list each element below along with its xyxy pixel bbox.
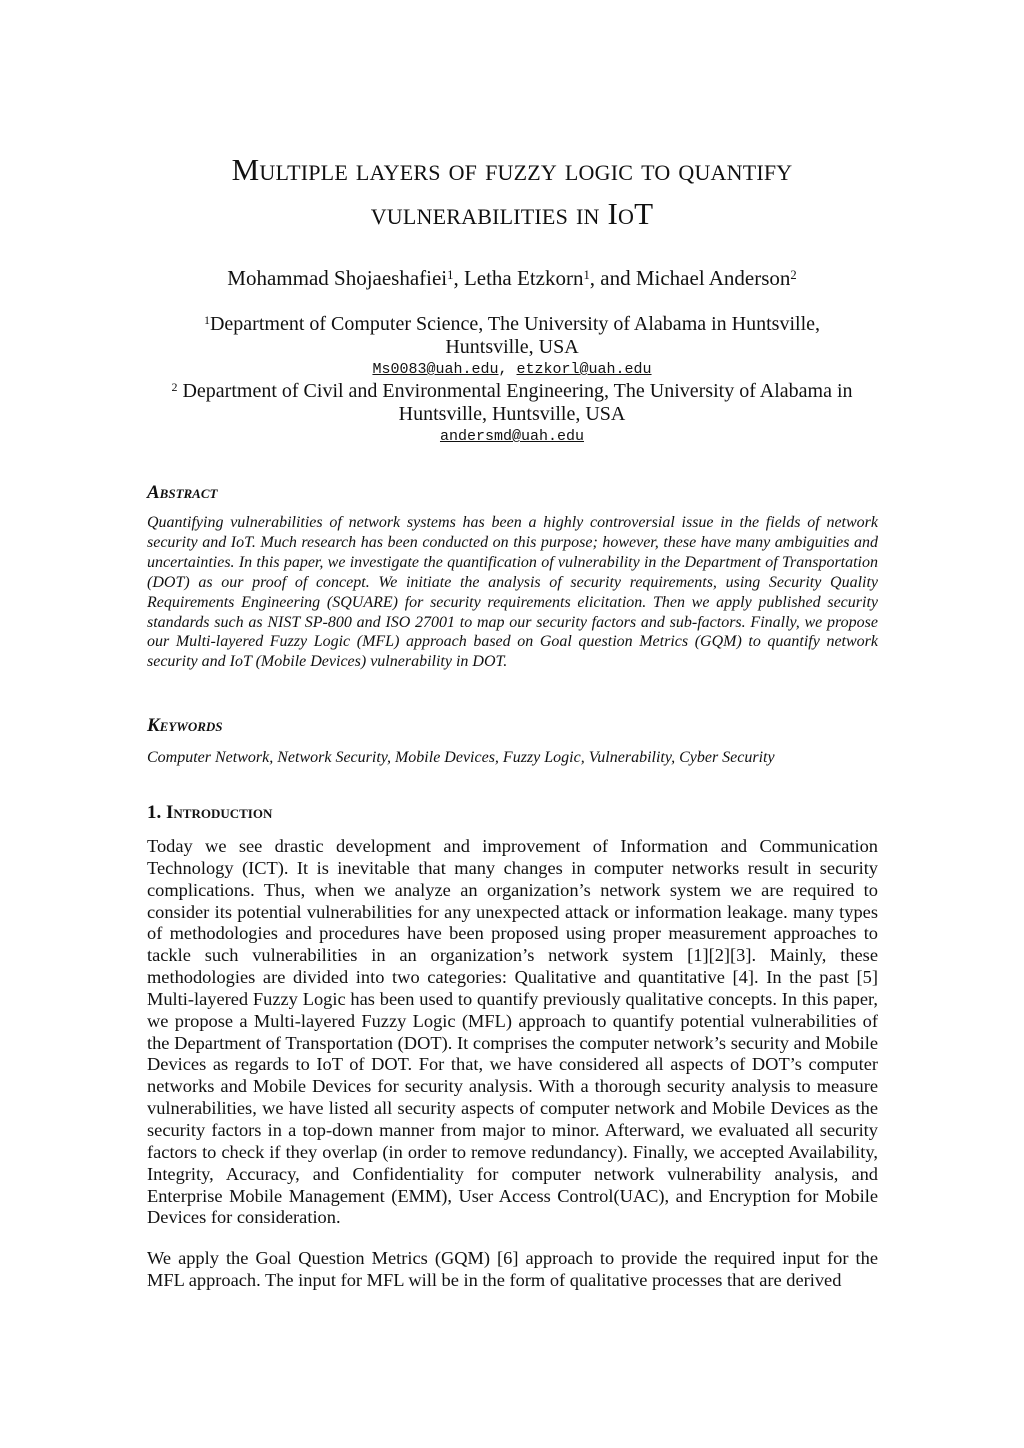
keywords-heading: Keywords xyxy=(147,715,223,736)
email-separator: , xyxy=(498,361,517,378)
author-name: Letha Etzkorn xyxy=(463,266,584,290)
affiliation-2-emails xyxy=(100,428,924,446)
affiliation-2-line-2: Huntsville, Huntsville, USA xyxy=(398,403,626,425)
affiliation-1 xyxy=(100,313,924,359)
section-number: 1. xyxy=(147,802,162,823)
introduction-paragraph-2: We apply the Goal Question Metrics (GQM) [6] approach to provide the required input for the MFL approach. The input for MFL will be in the form of qualitative processes that are derived xyxy=(147,1248,878,1290)
affiliation-marker: 1 xyxy=(583,267,590,282)
affiliation-1-line-2: Huntsville, USA xyxy=(445,336,579,358)
affiliation-marker: 1 xyxy=(447,267,454,282)
affiliation-1-emails xyxy=(100,361,924,379)
author-name: Mohammad Shojaeshafiei xyxy=(227,266,448,290)
email-link[interactable]: andersmd@uah.edu xyxy=(439,428,585,445)
introduction-paragraph-1: Today we see drastic development and improvement of Information and Communication Technology (ICT). It is inevitable that many changes in computer networks result in security complications. Thus, when we analyze an organization’s network system we are required to consider its potential vulnerabilities for any unexpected attack or information leakage. many types of methodologies and procedures have been proposed using proper measurement approaches to tackle such vulnerabilities in an organization’s network system [1][2][3]. Mainly, these methodologies are divided into two categories: Qualitative and quantitative [4]. In the past [5] Multi-layered Fuzzy Logic has been used to quantify previously qualitative concepts. In this paper, we propose a Multi-layered Fuzzy Logic (MFL) approach to quantify potential vulnerabilities of the Department of Transportation (DOT). It comprises the computer network’s security and Mobile Devices as regards to IoT of DOT. For that, we have considered all aspects of DOT’s computer networks and Mobile Devices for security analysis. With a thorough security analysis to measure vulnerabilities, we have listed all security aspects of computer network and Mobile Devices as the security factors in a top-down manner from major to minor. Afterward, we evaluated all security factors to check if they overlap (in order to remove redundancy). Finally, we accepted Availability, Integrity, Accuracy, and Confidentiality for computer network vulnerability analysis, and Enterprise Mobile Management (EMM), User Access Control(UAC), and Encryption for Mobile Devices for consideration. xyxy=(147,836,878,1228)
email-link[interactable]: etzkorl@uah.edu xyxy=(516,361,652,378)
paper-title xyxy=(100,148,924,236)
affiliation-marker: 1 xyxy=(203,313,210,327)
affiliation-2 xyxy=(100,380,924,426)
affiliation-marker: 2 xyxy=(171,380,178,394)
abstract-text: Quantifying vulnerabilities of network systems has been a highly controversial issue in the fields of network security and IoT. Much research has been conducted on this purpose; however, these have many ambiguities and uncertainties. In this paper, we investigate the quantification of vulnerability in the Department of Transportation (DOT) as our proof of concept. We initiate the analysis of security requirements, using Security Quality Requirements Engineering (SQUARE) for security requirements elicitation. Then we apply published security standards such as NIST SP-800 and ISO 27001 to map our security factors and sub-factors. Finally, we propose our Multi-layered Fuzzy Logic (MFL) approach based on Goal question Metrics (GQM) to quantify network security and IoT (Mobile Devices) vulnerability in DOT. xyxy=(147,514,878,671)
affiliation-marker: 2 xyxy=(790,267,797,282)
author-list xyxy=(100,264,924,292)
introduction-heading xyxy=(147,801,272,825)
author-name: Michael Anderson xyxy=(635,266,791,290)
title-line-1: Multiple layers of fuzzy logic to quantify xyxy=(231,152,793,187)
affiliation-1-line-1: $^1$Department of Computer Science, The University of Alabama in Huntsville, xyxy=(203,313,821,335)
title-line-2: vulnerabilities in IoT xyxy=(370,196,654,231)
abstract-heading: Abstract xyxy=(147,482,218,503)
section-title: Introduction xyxy=(166,802,273,823)
keywords-text: Computer Network, Network Security, Mobile Devices, Fuzzy Logic, Vulnerability, Cyber Security xyxy=(147,749,775,766)
author-separator: , and xyxy=(589,266,636,290)
author-separator: , xyxy=(453,266,464,290)
email-link[interactable]: Ms0083@uah.edu xyxy=(372,361,499,378)
affiliation-2-line-1: $^2$ Department of Civil and Environmental Engineering, The University of Alabama in xyxy=(171,380,853,402)
